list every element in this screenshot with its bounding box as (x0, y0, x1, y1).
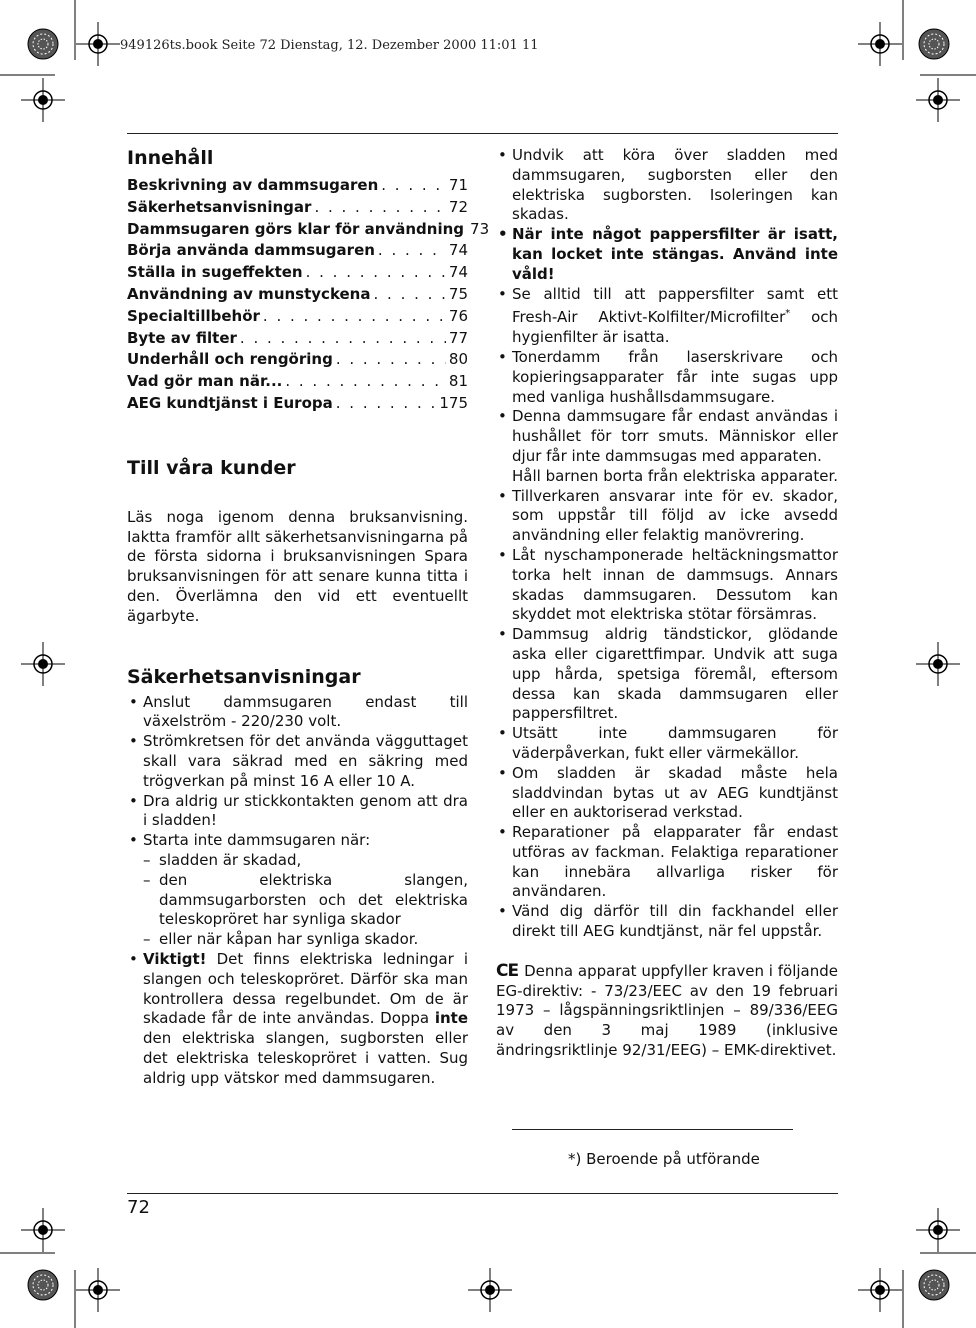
toc-item-label: AEG kundtjänst i Europa (127, 393, 333, 412)
list-item: • Tonerdamm från laserskrivare och kopieringsapparater får inte sugas upp med vanliga hushållsdammsugare. (496, 348, 838, 407)
customers-title: Till våra kunder (127, 456, 296, 479)
list-item (127, 950, 468, 1089)
emphasis: inte (434, 1009, 468, 1028)
right-column (496, 146, 838, 1061)
list-item: • Anslut dammsugaren endast till växelström - 220/230 volt. (127, 693, 468, 733)
safety-title: Säkerhetsanvisningar (127, 665, 361, 688)
bottom-rule (127, 1193, 838, 1194)
toc-leader-dots (378, 241, 446, 261)
toc-item-page: 76 (448, 306, 468, 325)
toc-title: Innehåll (127, 147, 214, 169)
ce-mark: CE (496, 960, 519, 981)
toc-leader-dots (336, 350, 446, 370)
footnote-marker: * (785, 308, 791, 320)
list-item: • Vänd dig därför till din fackhandel eller direkt till AEG kundtjänst, när fel uppstår. (496, 902, 838, 942)
toc-item-page: 77 (448, 328, 468, 347)
list-item: • Låt nyschamponerade heltäckningsmattor torka helt innan de dammsugs. Annars skadas dammsugaren. Dessutom kan skyddet mot elektriska stötar försämras. (496, 546, 838, 625)
toc-item-label: Beskrivning av dammsugaren (127, 176, 379, 194)
top-rule (127, 133, 838, 134)
list-item (127, 831, 468, 950)
left-column (127, 146, 490, 1088)
sub-list-item: – eller när kåpan har synliga skador. (143, 930, 468, 950)
list-item: • Undvik att köra över sladden med dammsugaren, sugborsten eller den elektriska sugborsten. Isoleringen kan skadas. (496, 146, 838, 225)
toc-item (127, 241, 468, 263)
ce-text: Denna apparat uppfyller kraven i följande EG-direktiv: - 73/23/EEC av den 19 februari 1973 – lågspänningsriktlinjen – 89/336/EEG av den 3 maj 1989 (inklusive ändringsriktlinje 92/31/EEG) – EMK-direktivet. (496, 961, 838, 1060)
list-item: • Utsätt inte dammsugaren för väderpåverkan, fukt eller värmekällor. (496, 724, 838, 764)
toc-item-page: 75 (448, 284, 468, 303)
list-item: • Tillverkaren ansvarar inte för ev. skador, som uppstår till följd av icke avsedd användning eller felaktig manövrering. (496, 487, 838, 546)
toc-leader-dots (336, 394, 437, 414)
footnote-rule (512, 1129, 793, 1130)
list-item-text: den elektriska slangen, sugborsten eller det elektriska teleskopröret i vatten. Sug aldrig upp vätskor med dammsugaren. (143, 1029, 468, 1087)
toc-item (127, 219, 490, 242)
list-item: • Strömkretsen för det använda vägguttaget skall vara säkrad med en säkring med trögverkan på minst 16 A eller 10 A. (127, 732, 468, 791)
list-item (496, 285, 838, 348)
toc-item-label: Börja använda dammsugaren (127, 241, 375, 260)
sub-list-item: – sladden är skadad, (143, 851, 468, 871)
sub-list (143, 851, 468, 950)
sub-list-item: – den elektriska slangen, dammsugarborsten och det elektriska teleskopröret har synliga skador (143, 871, 468, 930)
toc-leader-dots (285, 372, 446, 392)
warning-label: Viktigt! (143, 949, 207, 968)
footnote-text: Beroende på utförande (586, 1150, 760, 1168)
toc-item-page: 74 (448, 263, 468, 282)
toc-item (127, 350, 468, 372)
toc-item-label: Dammsugaren görs klar för användning (127, 219, 465, 238)
book-header: 949126ts.book Seite 72 Dienstag, 12. Dezember 2000 11:01 11 (120, 38, 539, 53)
list-item: • När inte något pappersfilter är isatt, kan locket inte stängas. Använd inte våld! (496, 225, 838, 284)
list-item (496, 407, 838, 486)
toc-item (127, 285, 468, 307)
toc-leader-dots (306, 263, 446, 283)
toc-item (127, 263, 468, 285)
footnote (568, 1150, 760, 1168)
toc-leader-dots (263, 307, 446, 327)
toc-leader-dots (240, 329, 446, 349)
list-item-text: Håll barnen borta från elektriska apparater. (512, 466, 839, 485)
toc-item-label: Säkerhetsanvisningar (127, 197, 312, 216)
list-item: • Reparationer på elapparater får endast utföras av fackman. Felaktiga reparationer kan innebära allvarliga risker för användaren. (496, 823, 838, 902)
toc-item-page: 81 (448, 372, 468, 391)
toc-leader-dots (374, 285, 446, 305)
toc-item-page: 71 (448, 176, 468, 194)
toc-item-label: Användning av munstyckena (127, 284, 371, 303)
toc-leader-dots (314, 198, 445, 218)
table-of-contents (127, 176, 490, 416)
toc-item (127, 198, 468, 220)
list-item: • Om sladden är skadad måste hela sladdvindan bytas ut av AEG kundtjänst eller en auktoriserad verkstad. (496, 764, 838, 823)
toc-item (127, 394, 468, 416)
toc-item (127, 329, 468, 351)
toc-item-page: 74 (448, 241, 468, 260)
list-item-text: och hygienfilter är isatta. (512, 308, 839, 347)
toc-item-page: 80 (448, 350, 468, 369)
list-item-text: Det finns elektriska ledningar i slangen och teleskopröret. Därför ska man kontrollera dessa regelbundet. Om de är skadade får de inte användas. Doppa (143, 949, 468, 1028)
toc-item (127, 176, 468, 198)
toc-item (127, 372, 468, 394)
toc-item-label: Specialtillbehör (127, 306, 260, 325)
toc-item-page: 175 (439, 393, 468, 412)
list-item-text: Se alltid till att pappersfilter samt ett Fresh-Air Aktivt-Kolfilter/Microfilter (512, 284, 838, 327)
customers-text: Läs noga igenom denna bruksanvisning. Iaktta framför allt säkerhetsanvisningarna på de första sidorna i bruksanvisningen Spara bruksanvisningen för att senare kunna titta i den. Överlämna den vid ett eventuellt ägarbyte. (127, 507, 468, 625)
footnote-marker: *) (568, 1150, 582, 1168)
toc-item-label: Ställa in sugeffekten (127, 263, 303, 282)
list-item-text: Starta inte dammsugaren när: (143, 831, 371, 850)
toc-item-page: 72 (448, 197, 468, 216)
page-number: 72 (127, 1197, 150, 1218)
safety-list-continued (496, 146, 838, 942)
toc-item-label: Vad gör man när... (127, 372, 283, 391)
toc-item-label: Byte av filter (127, 328, 237, 347)
toc-item-label: Underhåll och rengöring (127, 350, 333, 369)
list-item-text: Denna dammsugare får endast användas i hushållet för torr smuts. Människor eller djur får inte dammsugas med apparaten. (512, 407, 838, 465)
list-item: • Dammsug aldrig tändstickor, glödande aska eller cigarettfimpar. Undvik att suga upp hårda, spetsiga föremål, eftersom dessa kan skada dammsugaren eller pappersfiltret. (496, 625, 838, 724)
toc-item (127, 307, 468, 329)
safety-list (127, 693, 468, 1089)
ce-declaration (496, 962, 838, 1061)
toc-item-page: 73 (470, 219, 490, 238)
toc-leader-dots (381, 176, 446, 196)
list-item: • Dra aldrig ur stickkontakten genom att dra i sladden! (127, 792, 468, 832)
